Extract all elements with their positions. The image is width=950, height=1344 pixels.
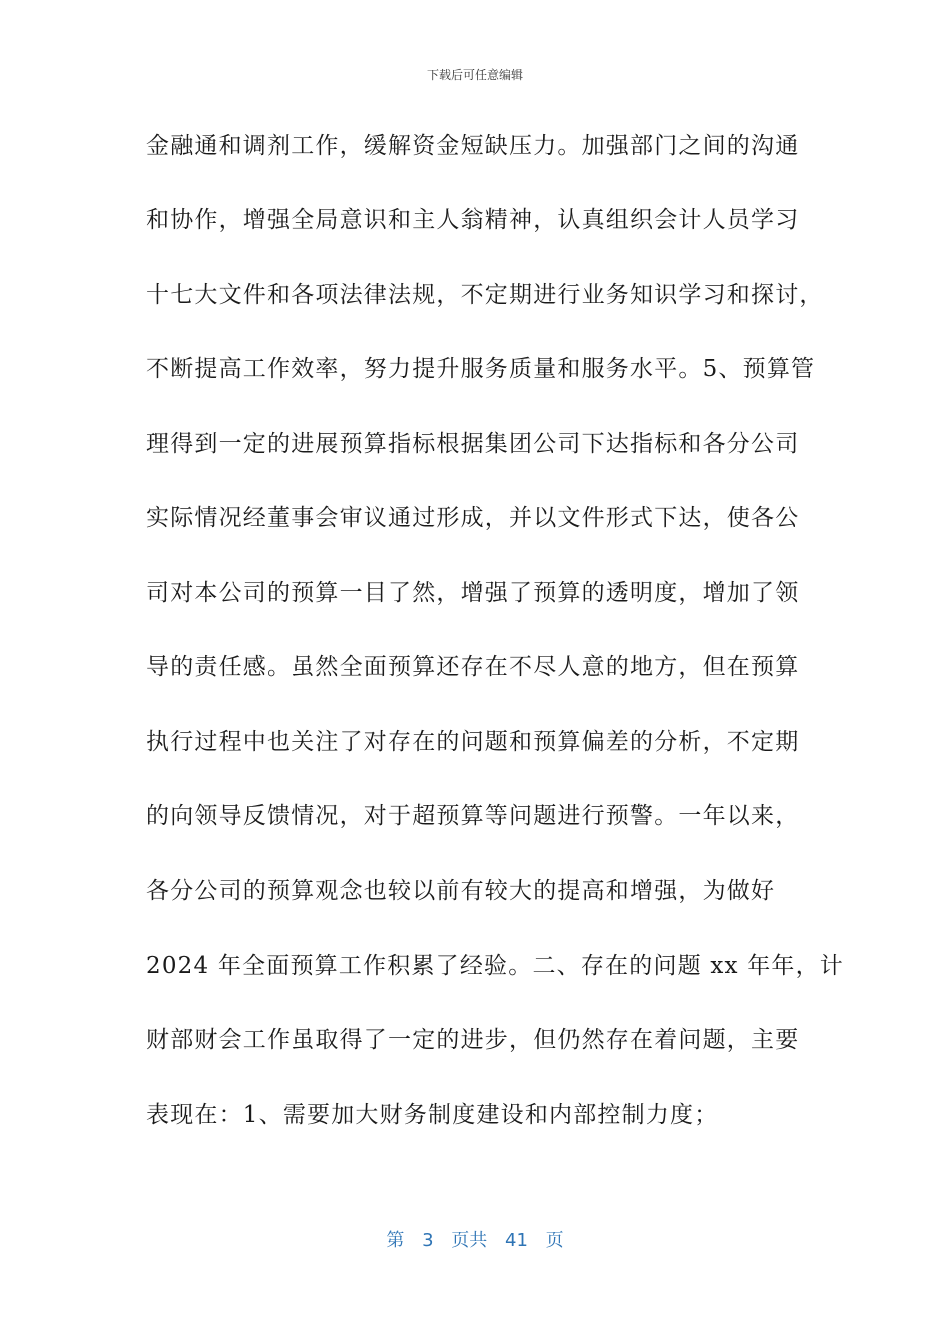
body-line: 执行过程中也关注了对存在的问题和预算偏差的分析，不定期 — [146, 729, 800, 755]
body-line: 财部财会工作虽取得了一定的进步，但仍然存在着问题，主要 — [146, 1027, 800, 1053]
total-pages-number: 41 — [505, 1230, 528, 1251]
page-footer — [0, 1226, 950, 1252]
footer-middle: 页共 — [451, 1230, 488, 1251]
header-note: 下载后可任意编辑 — [426, 68, 523, 82]
current-page-number: 3 — [422, 1230, 434, 1251]
body-line: 导的责任感。虽然全面预算还存在不尽人意的地方，但在预算 — [146, 654, 800, 680]
body-line: 各分公司的预算观念也较以前有较大的提高和增强，为做好 — [146, 878, 776, 904]
body-line: 和协作，增强全局意识和主人翁精神，认真组织会计人员学习 — [146, 207, 800, 233]
body-line: 十七大文件和各项法律法规，不定期进行业务知识学习和探讨， — [146, 282, 824, 308]
body-line: 司对本公司的预算一目了然，增强了预算的透明度，增加了领 — [146, 580, 800, 606]
body-line: 实际情况经董事会审议通过形成，并以文件形式下达，使各公 — [146, 505, 800, 531]
body-line: 不断提高工作效率，努力提升服务质量和服务水平。5、预算管 — [146, 356, 816, 382]
body-line: 理得到一定的进展预算指标根据集团公司下达指标和各分公司 — [146, 431, 800, 457]
body-line: 表现在：1、需要加大财务制度建设和内部控制力度； — [146, 1102, 719, 1128]
footer-prefix: 第 — [386, 1230, 405, 1251]
footer-suffix: 页 — [545, 1230, 564, 1251]
body-line: 2024 年全面预算工作积累了经验。二、存在的问题 xx 年年，计 — [146, 953, 845, 979]
body-line: 金融通和调剂工作，缓解资金短缺压力。加强部门之间的沟通 — [146, 133, 800, 159]
body-line: 的向领导反馈情况，对于超预算等问题进行预警。一年以来， — [146, 803, 800, 829]
